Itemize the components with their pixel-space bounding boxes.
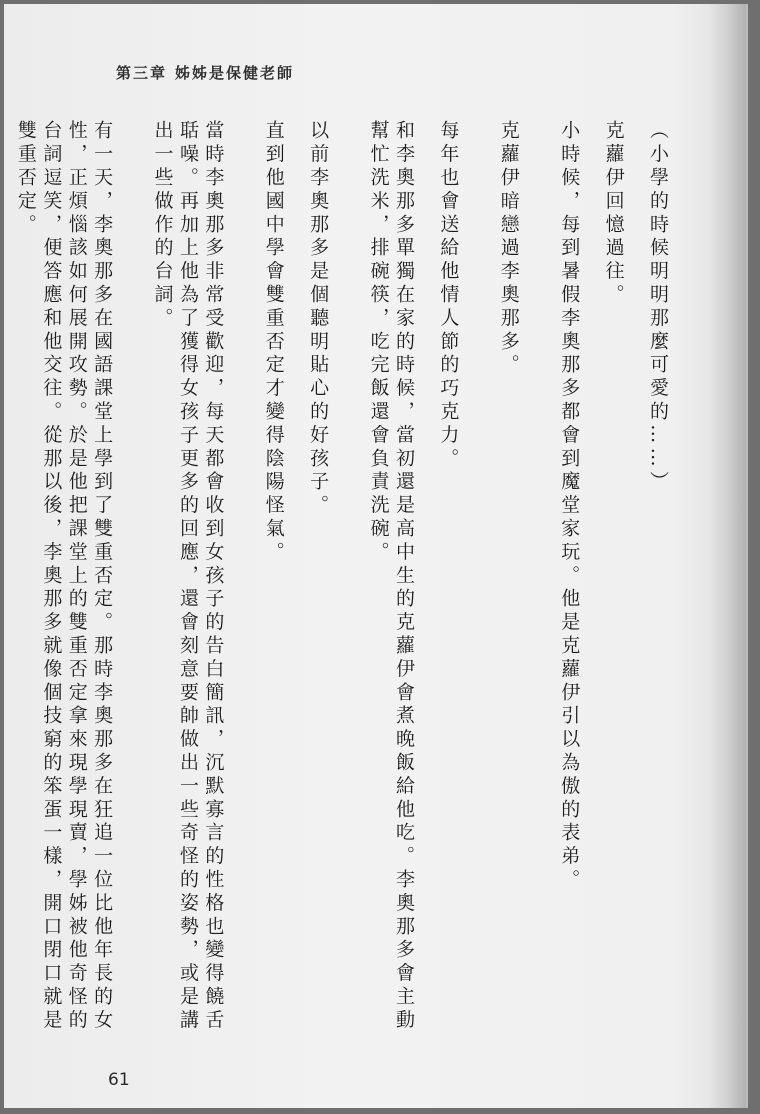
chapter-number: 第三章 bbox=[116, 64, 168, 82]
blank-line bbox=[349, 120, 365, 1050]
page-number: 61 bbox=[108, 1070, 130, 1090]
paragraph-5: 每年也會送給他情人節的巧克力。 bbox=[437, 120, 460, 471]
paragraph-1: （小學的時候明明那麼可愛的……） bbox=[647, 120, 669, 495]
paragraph-8: 直到他國中學會雙重否定才變得陰陽怪氣。 bbox=[262, 120, 285, 565]
paragraph-6: 和李奧那多單獨在家的時候，當初還是高中生的克蘿伊會煮晚飯給他吃。李奧那多會主動幫忙洗米，排碗筷，吃完飯還會負責洗碗。 bbox=[367, 120, 415, 1033]
paragraph-7: 以前李奧那多是個聽明貼心的好孩子。 bbox=[307, 120, 330, 518]
paragraph-4: 克蘿伊暗戀過李奧那多。 bbox=[497, 120, 520, 378]
page-spine-shadow bbox=[708, 4, 746, 1108]
blank-line bbox=[133, 120, 149, 1050]
paragraph-3: 小時候，每到暑假李奧那多都會到魔堂家玩。他是克蘿伊引以為傲的表弟。 bbox=[558, 120, 581, 893]
paragraph-2: 克蘿伊回憶過往。 bbox=[602, 120, 625, 308]
chapter-title: 姊姊是保健老師 bbox=[175, 64, 295, 82]
blank-line bbox=[540, 120, 556, 1050]
blank-line bbox=[479, 120, 495, 1050]
running-header bbox=[116, 62, 294, 83]
paragraph-9: 當時李奧那多非常受歡迎，每天都會收到女孩子的告白簡訊，沉默寡言的性格也變得饒舌聒噪。再加上他為了獲得女孩子更多的回應，還會刻意要帥做出一些奇怪的姿勢，或是講出一些做作的台詞。 bbox=[151, 120, 225, 1033]
vertical-body-text bbox=[14, 120, 670, 1050]
blank-line bbox=[0, 120, 13, 1050]
paragraph-10: 有一天，李奧那多在國語課堂上學到了雙重否定。那時李奧那多在狂追一位比他年長的女性，正煩惱該如何展開攻勢。於是他把課堂上的雙重否定拿來現學現賣，學姊被他奇怪的台詞逗笑，便答應和他交往。從那以後，李奧那多就像個技窮的笨蛋一樣，開口閉口就是雙重否定。 bbox=[14, 120, 114, 1033]
blank-line bbox=[244, 120, 260, 1050]
